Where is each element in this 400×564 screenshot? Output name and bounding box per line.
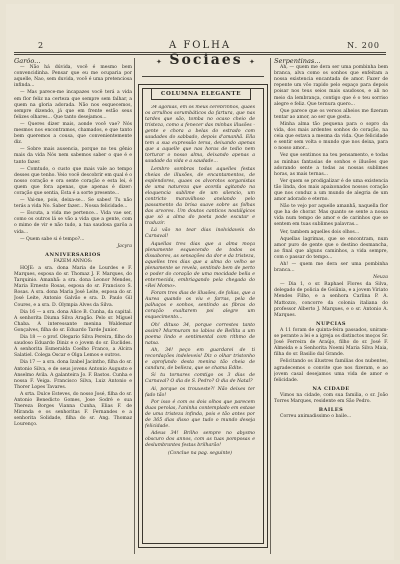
box-paragraph: Ah, 34! peço em guardarei de ti recordações indeleveis! Diz o olhar tristonho e aprofundo desta menina tão cheia de candura, de belleza, que se chama Edite. [145, 347, 255, 372]
left-paragraph: — Não há dúvida, você é mesmo bem convencidinha. Pensar que eu me ocuparia por aquelle, Nao, sem duvida, você é uma pretenciosa infinda... [14, 65, 132, 89]
box-paragraph: Oh! dituso 34, porque correstes tanto assim? Murmuram no labios de Bellita a um poema lindo e sentimental com rithmo de natsa. [145, 322, 255, 346]
left-paragraph: — Quem sabe si é tempo?... [20, 236, 85, 242]
left-paragraph: — Queres dizer mais, aonde você vae? Nós mesmos nos encontramos, chamados, e que tanto bem queremos a cousa, que convenientemente diz. [14, 121, 132, 146]
right-paragraph: Ah, — quem me dera ser uma pombinha bem branca, alva como os sonhos que enfeitam a nossa existencia encantada de amor. Fazer de repente um vôo rapido pelo espaço para depois poisar nos teus seios mais saudosos, e ali no meio da lembrança, contigo que é o teu sorriso alegre e feliz. Que ternura quero... [274, 65, 388, 107]
anniversaries-heading: ANNIVERSARIOS [45, 251, 101, 258]
anniversaries-subheading: FAZEM ANNOS: [53, 258, 93, 264]
box-paragraph: Lembro sombras todas aquelles festas cheias de illusões, de encantamentos, de esplendores, quaes os alvorotos sorganistas de uma natureza que acorda agitando na eloquencia sublime de um silencio, um contricto maravilhoso anelando pelo passamento da brisa suave sobre as folhas das arvores. Um doutos canticos nostálgicos que só a alma do poeta pode escutar e traduzir. [145, 166, 255, 227]
section-title-serpentinas: Serpentinas... [274, 58, 321, 65]
right-paragraph: Vez que sentimos na teu pensamento, e todas as minhas fantasias de sonhos e illusões que adorando sente a todas as nossas sublimes horas, as mais ternas... [274, 153, 388, 177]
box-paragraph: Adeus 34! Brilho sempre no abysmo obscuro dos annos, com as tuas pomposas e deslumbrantes festas brilharão! [145, 431, 255, 449]
sociaes-rule [142, 76, 264, 77]
nupcias-paragraph: A 11 foram de quinta-feira passados, uniram-se perante a lei e a igreja os distinctos moços Sr. José Ferreira de Araújo, filho do sr. José F. Almeida e a Senhorita Noemi Maria Silva Maia, filha do sr. Basilio dal Grande. [274, 327, 388, 358]
left-paragraph: — Mas parece-me incapazes você terá a vida em flor feliz na certeza que sempre sem falhar, a quem na gloria adorada. Não nos esquecemos, sempre dizendo, já que em frente estão seus felizes olhares... Que tanto desejamos... [14, 90, 132, 120]
right-paragraph: Ver, tambem aquelles dois olhos... [280, 229, 360, 235]
left-paragraph: — Sobre mais ausencia, porque no teu gênio mais da vida Nós nem sabemos saber o que é e tanto fazer. [14, 147, 132, 165]
anniversary-paragraph: Dia 18 — o prof. Olegario Silva Pereira, filho do saudoso Eduardo Diniz e o jovem do sr. Euclides. A senhorita Esmeralda Coelho Franco, a Alcira Salatiel. Colega Oscar e Olga Lemos e outros. [14, 335, 132, 359]
anniversary-paragraph: HOJE: a sra. dona Maria de Lourdes e F. Marques, esposa do sr. Thomaz J. F. Marques, do Tarquinio. Amanhã: a sra. dona Leonor Mendes, Maria Ernesto Rosas, esposa do sr. Francisco S. Rosas. A sra. dona Maria José Leite, esposa do sr. José Leite, Antonio Galvão e sra. D. Paulo Gil Coures, e a sra. D. Olympia Alves da Silva. [14, 266, 132, 308]
bailes-heading: BAILES [318, 407, 344, 414]
signature-neuza: Neuza [373, 275, 388, 281]
sociaes-heading: Sociaes [169, 52, 243, 68]
continued-note: (Conclue na pag. seguinte) [168, 451, 232, 457]
right-column [274, 58, 388, 558]
box-paragraph: Ai, porque os trouxeste?! Não deixes ter fado tão! [145, 386, 255, 398]
signature-jacyra: Jacyra [117, 243, 132, 249]
left-column [14, 58, 132, 558]
newspaper-title: A FOLHA [168, 40, 232, 51]
issue-number: N. 200 [347, 41, 380, 50]
anniversary-paragraph: Dia 17 — a sra. dona Izabel Jacintho, filha do sr. Antonio Silva, e de seus jovens Antonio Augusto e Anselmo Avila. A galanteira Jo. F. Bastos. Cunha e nossa F. Veiga. Francisco Silva, Luiz Antonio e Thorer Lopes Tavares. [14, 360, 132, 390]
left-paragraph: — Escuta, a vida me pertence... Vida vae ser, como os outros lá se vão a vida que a gente, com o mimo de vir e não tudo, a tua saudosa garôa a vida... [14, 211, 132, 235]
ornament-left-icon: ✦ [156, 58, 162, 66]
box-paragraph: Por isso é com os dois olhos que parecem duas perolas, l'aninha contemplado em estase de uma tristeza infinda, pois e tão antes por de 365 dias disso que tudo o mundo deseja felicidade. [145, 399, 255, 430]
box-paragraph: Aquellas tres dias que a alma moça plenamente esquecendo de todos os dissabores, as sensações da dor e da tristeza, aquelles tres dias que a alma do velho se plenamente se revela, sentindo bem de perto o poder do coração de uma mocidade bella e enternecida, embriagando pela chegada do «Rei Momo». [145, 241, 255, 289]
anniversary-paragraph: A srta. Dulce Esteves, do nosso José, filha do sr. Antonio Benedicto Gomes, Jose Sodré e sua Thereza Borges Vianna Cunha, Elias F. de Miranda e os senhoritas F. Fernandes e a senhorita Solidade, filha do sr. Ang. Thomaz Lourenço. [14, 391, 132, 428]
right-paragraph: Não te vejo por aquelle amanhã, naquella flor que ha de chorar. Mas quanto se sente a nossa vida num tempo de amor e de carinhos que se sentem em tuas sublimes palavras... [274, 204, 388, 228]
column-divider-right [270, 58, 271, 554]
anniversary-paragraph: Dia 16 — a sra. dona Alice B. Cunha, da capital. A senhorita Diuma Silva Aragão. Pelo sr. Miguel Chaba. A interessante menina Waldemar Gonçalves, filha do sr. Eduardo Tarde Junior. [14, 309, 132, 333]
na-cidade-paragraph: Vimos na cidade, com sua familia, o sr. João Torres Marques, residente em São Pedro. [274, 392, 388, 404]
columna-elegante-text [145, 105, 255, 537]
nupcias-paragraph: Felicitando os illustres familias dos nubentes, agradecemos o convite que nos fizeram, e ao jovem casal desejamos uma vida de amor e felicidade. [274, 359, 388, 383]
left-paragraph: — Comtudo, o custo que mais vale ao tempo desses que tenho. Veio você descobrir em qual é o nosso coração e ora sente coração e esta lei, é quem que fora apenas, que apenas é dizer: coração que sentia, Esta é a sorte presente... [14, 166, 132, 196]
columna-elegante-box [138, 84, 268, 548]
na-cidade-heading: NA CIDADE [312, 385, 350, 392]
ornament-right-icon: ✦ [249, 58, 255, 66]
box-paragraph: Si tu tornares comtigo os 3 dias de Carnaval? O dia de S. Pedro? O dia de Natal? [145, 373, 255, 385]
newspaper-page [6, 4, 394, 560]
columna-elegante-header: COLUMNA ELEGANTE [151, 88, 251, 100]
column-divider-left [134, 58, 135, 554]
page-number: 2 [38, 41, 45, 50]
right-paragraph: Minha alma tão pequena para o sopro da vida, dos mais ardentes sonhos do coração, na ceia que estava a mesma da vida. Que felicidade e sentir sem volta o mundo que nos deixa, para o nosso amor... [274, 121, 388, 152]
box-paragraph: 34 agonias, em os meus cerebrinhos, quaes os arrulhos sorumbáticos da fartura, que nas tardes que são, tomba no ocaso cheio de tristeza, como a fenecer das minhas illusões - gente e chora a belas do estrado com saudades do sabbado, depois d'amanhã. Ella tem a sua expressão tersa, deixando apenas que a aquelle que nas horas de tedio nem torturar o nosso alma, deixando apenas a saudade da vida e a saudade... [145, 105, 255, 165]
nupcias-heading: NUPCIAS [316, 320, 346, 327]
right-paragraph: Que parece que os versos alheios me fizeram tentar ao amor, ao ser que gosta. [274, 108, 388, 120]
bailes-paragraph: Correu animadissimo o baile... [280, 414, 352, 420]
left-paragraph: — Vai-me, pois, deixa-se... Se sabes! Tu não terás a vida No. Saber fazer... Nossa felicidade... [14, 198, 132, 210]
event-paragraph: — Dia 1, o sr. Raphael Flores da Silva, delegado de policia de Goiânia, e a jovem Viriato Mendes Filho, e a senhora Carlina P. A. Mattozzo, concorre da colonia italiana do professor Alberto J. Marques, e o sr. Antonio A. Marques. [274, 282, 388, 318]
box-paragraph: Lá vão no tear dias inolvidaveis do Carnaval! [145, 228, 255, 240]
box-paragraph: Foram tres dias de illusões, de folias, que a Aurea quando os viu e farras, pela de palhaços e sonhos, sentindo as fibras do coração exaltarem poi alegre um esquecimento... [145, 291, 255, 321]
section-title-garoo: Garôo... [14, 58, 41, 65]
right-paragraph: Ver quem se prodigalizar é de uma existencia tão linda, dos mais apaixonados nossos coração que nos conduz a um mundo de alegria de um amor adorado e eterno. [274, 178, 388, 203]
right-paragraph: Ah! — quem me dera ser uma pombinha branca... [274, 262, 388, 274]
right-paragraph: Aquellas lagrimas, que se encontram, num amor puro de gente que o destino desmancha, ao final que alguns caminhos, a vida sempre, com o passar do tempo... [274, 236, 388, 260]
